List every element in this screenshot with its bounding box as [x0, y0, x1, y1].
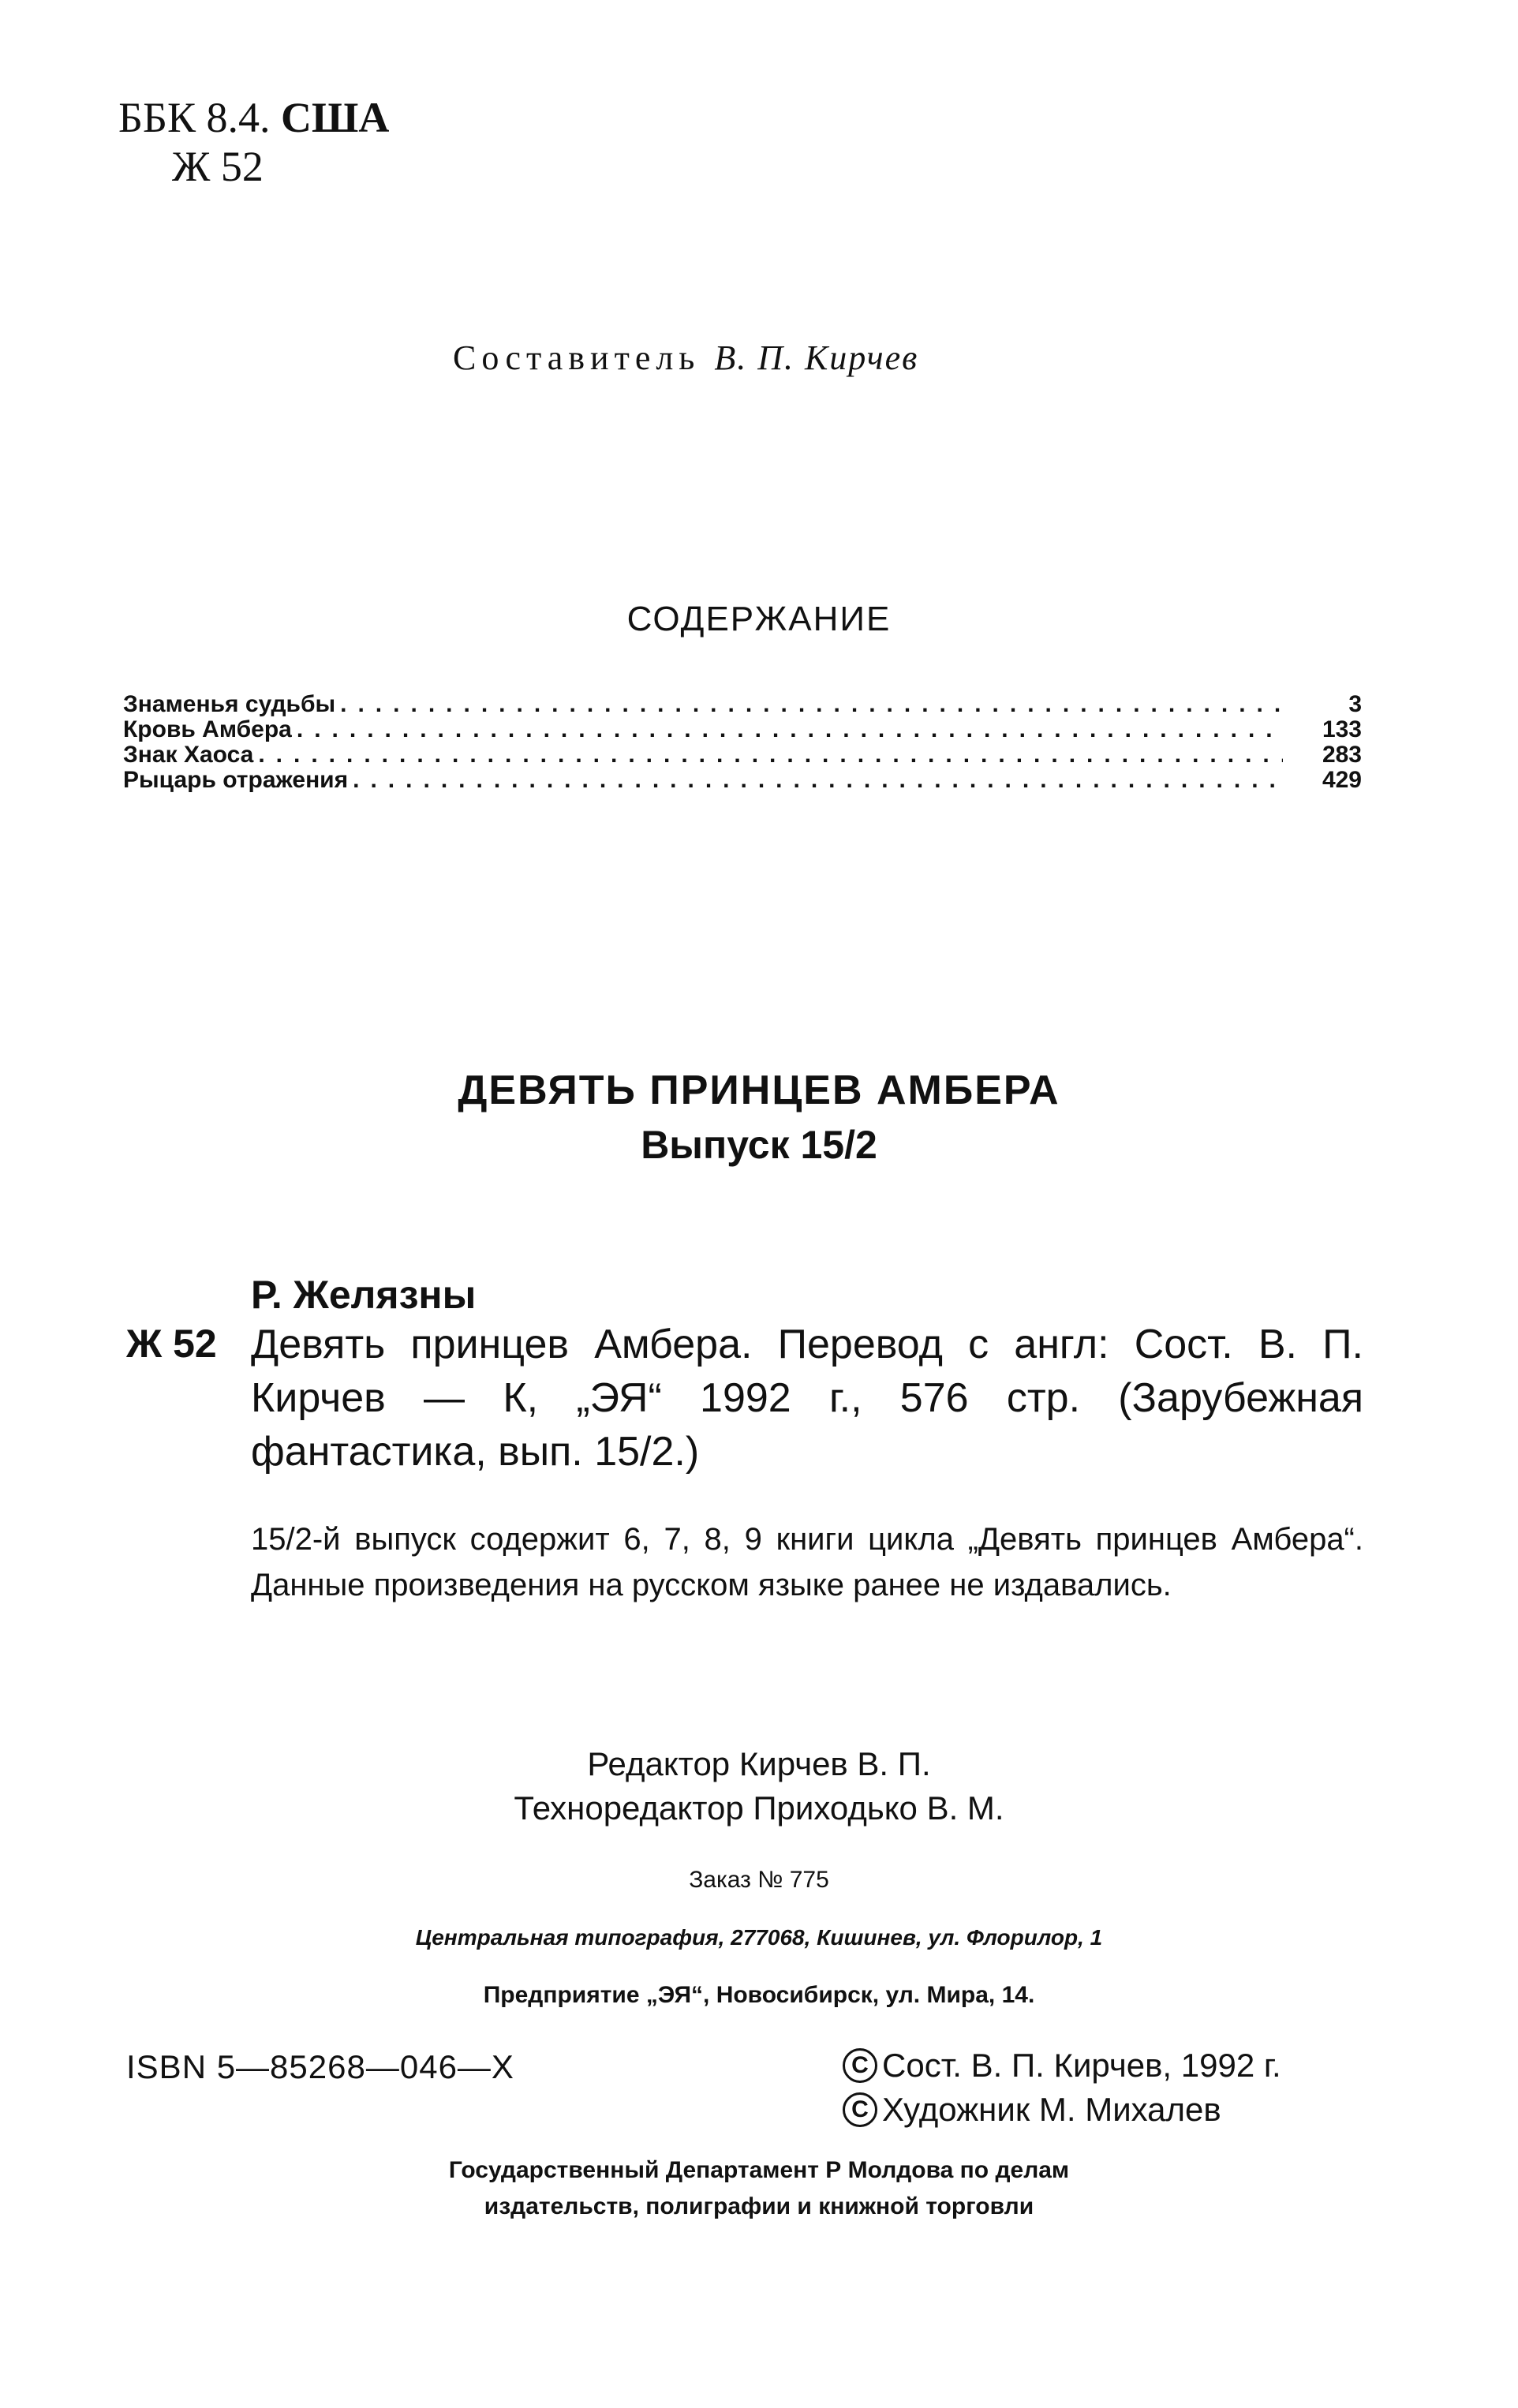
toc-row: [123, 716, 1362, 742]
catalog-annotation: 15/2-й выпуск содержит 6, 7, 8, 9 книги цикла „Девять принцев Амбера“. Данные произведения на русском языке ранее не издавались.: [251, 1522, 1363, 1602]
toc-heading: СОДЕРЖАНИЕ: [626, 600, 892, 638]
isbn: ISBN 5—85268—046—X: [126, 2048, 514, 2085]
publisher-line: Предприятие „ЭЯ“, Новосибирск, ул. Мира, 14.: [483, 1982, 1035, 2008]
toc-page: 283: [1322, 742, 1362, 768]
copyright-row: [843, 2088, 1281, 2132]
bbk-index: Ж 52: [172, 143, 264, 190]
copyright-text: Художник М. Михалев: [882, 2091, 1221, 2128]
toc-leader-dots: [297, 716, 1283, 743]
table-of-contents: [123, 691, 1362, 792]
catalog-author: Р. Желязны: [251, 1273, 477, 1317]
compiler-line: [453, 338, 918, 378]
copyright-row: [843, 2043, 1281, 2088]
compiler-label: Составитель: [453, 338, 701, 377]
copyright-text: Сост. В. П. Кирчев, 1992 г.: [882, 2047, 1281, 2084]
order-number: Заказ № 775: [689, 1867, 829, 1893]
copyright-icon: С: [843, 2048, 877, 2083]
toc-leader-dots: [258, 742, 1283, 768]
tech-editor-line: Техноредактор Приходько В. М.: [514, 1789, 1004, 1827]
copyright-block: [843, 2043, 1281, 2132]
toc-page: 3: [1348, 691, 1362, 717]
toc-row: [123, 742, 1362, 767]
bbk-country: США: [281, 94, 390, 141]
printer-line: Центральная типография, 277068, Кишинев, ул. Флорилор, 1: [415, 1925, 1103, 1950]
toc-title: Знаменья судьбы: [123, 691, 336, 717]
copyright-icon: С: [843, 2092, 877, 2127]
department-block: [0, 2152, 1518, 2225]
toc-page: 133: [1322, 716, 1362, 742]
toc-leader-dots: [353, 767, 1283, 794]
toc-leader-dots: [340, 691, 1283, 718]
compiler-name: В. П. Кирчев: [714, 338, 919, 377]
bbk-block: [118, 93, 389, 191]
toc-page: 429: [1322, 767, 1362, 793]
toc-title: Кровь Амбера: [123, 716, 292, 742]
catalog-code: Ж 52: [126, 1322, 217, 1366]
department-line: издательств, полиграфии и книжной торговли: [484, 2193, 1034, 2219]
bbk-code: ББК 8.4.: [118, 94, 271, 141]
department-line: Государственный Департамент Р Молдова по делам: [448, 2157, 1070, 2183]
editor-line: Редактор Кирчев В. П.: [587, 1745, 931, 1782]
book-title: ДЕВЯТЬ ПРИНЦЕВ АМБЕРА: [458, 1068, 1060, 1113]
staff-block: [0, 1742, 1518, 1830]
toc-title: Знак Хаоса: [123, 742, 254, 768]
catalog-entry: Девять принцев Амбера. Перевод с англ: Сост. В. П. Кирчев — К, „ЭЯ“ 1992 г., 576 стр. (Зарубежная фантастика, вып. 15/2.): [251, 1322, 1363, 1475]
toc-title: Рыцарь отражения: [123, 767, 349, 793]
book-issue: Выпуск 15/2: [641, 1123, 877, 1167]
toc-row: [123, 691, 1362, 716]
toc-row: [123, 767, 1362, 792]
